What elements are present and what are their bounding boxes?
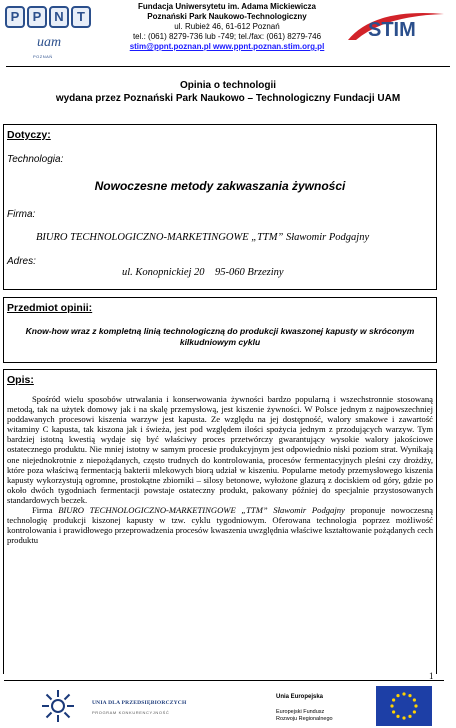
org-name-line2: Poznański Park Naukowo-Technologiczny <box>147 12 307 21</box>
org-phone: tel.: (061) 8279-736 lub -749; tel./fax: (061) 8279-746 <box>132 32 322 41</box>
dotyczy-label: Dotyczy: <box>7 129 51 141</box>
org-name-line1: Fundacja Uniwersytetu im. Adama Mickiewicza <box>138 2 316 11</box>
ppnt-logo-caption: POZNAŃ <box>33 54 53 59</box>
eu-star-icon <box>413 710 416 713</box>
dotyczy-section <box>3 124 437 290</box>
ppnt-logo-letter: P <box>27 6 47 28</box>
org-contact-links[interactable]: stim@ppnt.poznan.pl www.ppnt.poznan.stim.org.pl <box>129 42 325 51</box>
ppnt-logo-letter: N <box>49 6 69 28</box>
eu-star-icon <box>396 694 399 697</box>
eu-fund-line2: Rozwoju Regionalnego <box>276 716 333 722</box>
opis-paragraph-1: Spośród wielu sposobów utrwalania i konserwowania żywności bardzo popularną i wszechstronnie stosowaną metodą, tak na użytek domowy jak i na skalę przemysłową, jest kiszenie żywności. W Polsce jednym z najpowszechniej poddawanych procesowi kiszenia warzyw jest kapusta. Ze względu na jej dostępność, walory smakowe i zawartość witaminy C kapusta, tak kiszona jak i świeża, jest pod względem ilości spożycia jednym z przodujących warzyw. Tym bardziej istotną kwestią wydaje się być właściwy proces przetwórczy gwarantujący wysokie walory jakościowe ostatecznego produktu. Nie mniej istotny w samym procesie produkcyjnym jest odpowiednio niski poziom strat. Wynikają one niejednokrotnie z niepożądanych, często trudnych do kontrolowania, procesów fermentacyjnych pleśni czy drożdży, które poza właściwą fermentacją bakterii mlekowych biorą udział w kiszeniu. Popularne metody przemysłowego kiszenia kapusty wykorzystują ogromne, prostokątne zbiorniki – silosy betonowe, wyłożone glazurą z dociskiem od góry, gdzie po około dwóch tygodniach fermentacji powstaje ostateczny produkt, pakowany później do specjalnie przystosowanych standardowych beczek. <box>7 394 433 505</box>
eu-star-icon <box>402 716 405 719</box>
opis-paragraph-2-company: BIURO TECHNOLOGICZNO-MARKETINGOWE „TTM” Sławomir Podgajny <box>58 505 345 516</box>
document-title-line2: wydana przez Poznański Park Naukowo – Technologiczny Fundacji UAM <box>55 93 401 104</box>
eu-star-icon <box>413 698 416 701</box>
adres-label: Adres: <box>7 256 36 267</box>
eu-fund-name <box>276 709 333 723</box>
eu-star-icon <box>392 710 395 713</box>
header-divider <box>6 66 450 67</box>
opis-paragraph-2 <box>7 505 433 545</box>
eu-star-icon <box>396 715 399 718</box>
opis-body <box>7 394 433 545</box>
eu-star-icon <box>402 692 405 695</box>
przedmiot-value: Know-how wraz z kompletną linią technologiczną do produkcji kwaszonej kapusty w skróconym kilkudniowym cyklu <box>25 326 415 347</box>
opis-paragraph-2-rest: proponuje nowoczesną technologię produkcji kiszonej kapusty w tzw. cyklu tygodniowym. Oferowana technologia poprzez możliwość kontrolowania i prawidłowego przeprowadzenia procesów kwaszenia uwzględnia właściwe kształtowanie pożądanych cech produktu <box>7 505 433 546</box>
opis-paragraph-2-start: Firma <box>32 505 59 516</box>
eu-title: Unia Europejska <box>276 694 324 700</box>
eu-star-icon <box>408 694 411 697</box>
footer-divider <box>4 680 444 681</box>
ppnt-logo <box>5 6 85 62</box>
przedmiot-label: Przedmiot opinii: <box>7 302 93 314</box>
technologia-label: Technologia: <box>7 154 64 165</box>
ppnt-logo-letter: P <box>5 6 25 28</box>
header-contact-block <box>100 2 354 52</box>
technologia-value: Nowoczesne metody zakwaszania żywności <box>94 179 346 193</box>
eu-star-icon <box>392 698 395 701</box>
uam-logo-icon <box>35 32 65 50</box>
udp-program-subtitle: PROGRAM KONKURENCYJNOŚĆ <box>92 710 170 715</box>
org-address: ul. Rubież 46, 61-612 Poznań <box>174 22 280 31</box>
stim-logo <box>344 6 448 50</box>
page-footer <box>0 680 456 728</box>
eu-star-icon <box>414 704 417 707</box>
eu-flag-icon <box>376 686 432 726</box>
udp-program-title: UNIA DLA PRZEDSIĘBIORCZYCH <box>92 700 187 706</box>
document-title <box>0 79 456 105</box>
ppnt-logo-letter: T <box>71 6 91 28</box>
przedmiot-section <box>3 297 437 363</box>
eu-star-icon <box>408 715 411 718</box>
page-header <box>0 0 456 66</box>
svg-text:STIM: STIM <box>368 19 416 41</box>
firma-label: Firma: <box>7 209 36 220</box>
svg-text:uam: uam <box>37 35 62 50</box>
sun-emblem-icon <box>40 688 76 724</box>
eu-star-icon <box>390 704 393 707</box>
eu-fund-line1: Europejski Fundusz <box>276 709 325 715</box>
opis-section <box>3 369 437 674</box>
ppnt-logo-letters <box>5 6 91 28</box>
opis-label: Opis: <box>7 374 34 386</box>
page-number: 1 <box>429 671 434 681</box>
adres-value: ul. Konopnickiej 20 95-060 Brzeziny <box>122 267 284 278</box>
document-title-line1: Opinia o technologii <box>179 80 277 91</box>
firma-value: BIURO TECHNOLOGICZNO-MARKETINGOWE „TTM” Sławomir Podgajny <box>36 232 370 243</box>
